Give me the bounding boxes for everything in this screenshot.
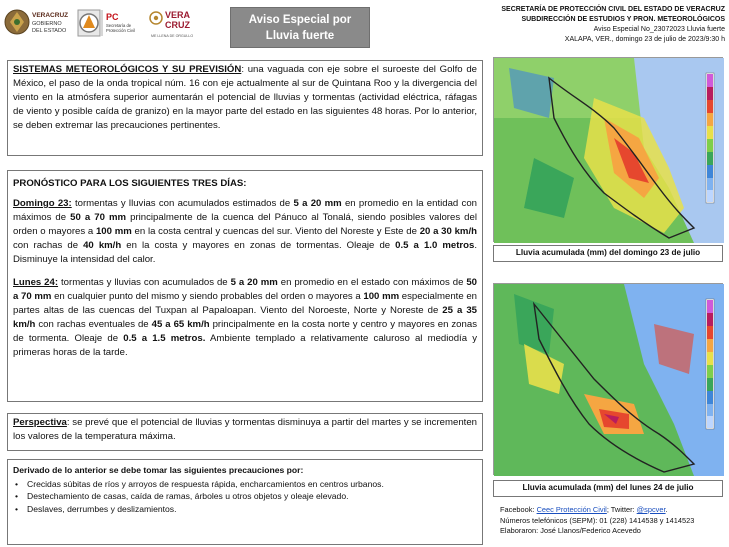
perspectiva-label: Perspectiva	[13, 417, 67, 428]
veracruz-logo-line3: DEL ESTADO	[32, 28, 67, 34]
sistemas-text: : una vaguada con eje sobre el suroeste del Golfo de México, el paso de la onda tropical núm. 16 con eje actualmente al sur de Quintana Roo y la divergencia del viento en la atmósfera superior aumentarán el potencial de lluvias y tormentas (actividad eléctrica, ráfagas de viento y posible caída de granizo) en la mayor parte del estado en las siguientes 48 horas. Por lo anterior, se deben extremar las precauciones pertinentes.	[13, 64, 477, 132]
brand-logo-tagline: ME LLENA DE ORGULLO	[151, 34, 194, 38]
domingo-value-5: 40 km/h	[83, 240, 122, 252]
phone-line: Números telefónicos (SEPM): 01 (228) 1414538 y 1414523	[500, 515, 695, 525]
lunes-text-5: con rachas eventuales de	[35, 318, 152, 330]
proteccion-civil-logo	[76, 6, 140, 40]
lunes-value-5: 45 a 65 km/h	[151, 318, 210, 330]
rain-map-monday-image	[494, 284, 724, 476]
contact-info	[500, 505, 726, 537]
precaucion-item: • Destechamiento de casas, caída de ramas, árboles u otros objetos y oleaje elevado.	[13, 490, 477, 503]
domingo-label: Domingo 23:	[13, 198, 72, 210]
rain-map-sunday-caption: Lluvia acumulada (mm) del domingo 23 de julio	[493, 245, 723, 262]
header-line4: XALAPA, VER., domingo 23 de julio de 2023/9:30 h	[564, 36, 725, 43]
precauciones-heading: Derivado de lo anterior se debe tomar las siguientes precauciones por:	[13, 465, 304, 475]
rain-map-sunday	[493, 57, 723, 242]
rain-map-monday-caption: Lluvia acumulada (mm) del lunes 24 de julio	[493, 480, 723, 497]
pc-logo-line1: Secretaría de	[106, 23, 132, 28]
header-line3: Aviso Especial No_23072023 Lluvia fuerte	[593, 26, 725, 33]
brand-logo-line1: VERA	[165, 10, 191, 20]
header-line1: SECRETARÍA DE PROTECCIÓN CIVIL DEL ESTADO DE VERACRUZ	[501, 6, 725, 13]
authors-line: Elaboraron: José Llanos/Federico Acevedo	[500, 526, 641, 535]
social-line	[500, 505, 726, 516]
lunes-value-4: 25 a 35 km/h	[13, 304, 477, 330]
pc-logo-line2: Protección Civil	[106, 28, 135, 33]
veracruz-logo-line2: GOBIERNO	[32, 21, 62, 27]
facebook-prefix: Facebook:	[500, 505, 537, 514]
lunes-value-6: 0.5 a 1.5 metros.	[123, 332, 206, 344]
alert-title-line2: Lluvia fuerte	[265, 30, 335, 42]
domingo-value-3: 100 mm	[95, 226, 132, 238]
header-info	[440, 5, 725, 45]
lunes-text-1: tormentas y lluvias con acumulados de	[58, 276, 231, 288]
perspectiva-section	[7, 413, 483, 451]
twitter-suffix: .	[665, 505, 668, 514]
lunes-value-3: 100 mm	[363, 290, 400, 302]
domingo-text-4: en la costa central y cuencas del sur. Viento del Noreste y Este de	[131, 226, 420, 238]
domingo-text-6: en la costa y mayores en zonas de tormentas. Oleaje de	[121, 240, 396, 252]
precaucion-item: • Deslaves, derrumbes y deslizamientos.	[13, 503, 477, 516]
pronostico-domingo	[13, 197, 477, 267]
lunes-text-6: principalmente en la costa norte y centro y mayores en zonas de tormenta. Oleaje de	[13, 318, 477, 344]
domingo-text-2: en promedio en la entidad con máximos de	[13, 198, 477, 224]
pronostico-section	[7, 170, 483, 402]
header-line2: SUBDIRECCIÓN DE ESTUDIOS Y PRON. METEOROLÓGICOS	[521, 16, 725, 23]
domingo-text-5: con rachas de	[13, 240, 84, 252]
sistemas-section	[7, 60, 483, 156]
precauciones-list	[13, 478, 477, 516]
pronostico-heading: PRONÓSTICO PARA LOS SIGUIENTES TRES DÍAS:	[13, 178, 247, 189]
rain-map-sunday-image	[494, 58, 724, 243]
twitter-prefix: ; Twitter:	[606, 505, 637, 514]
domingo-text-1: tormentas y lluvias con acumulados estimados de	[71, 198, 294, 210]
domingo-value-2: 50 a 70 mm	[70, 212, 127, 224]
lunes-text-7: Ambiente templado a relativamente caluroso al mediodía y primeras horas de la tarde.	[13, 332, 478, 359]
domingo-value-6: 0.5 a 1.0 metros	[395, 240, 475, 252]
lunes-text-2: en promedio en el estado con máximos de	[277, 276, 467, 288]
pronostico-lunes	[13, 276, 477, 361]
perspectiva-text: : se prevé que el potencial de lluvias y tormentas disminuya a partir del martes y se incrementen los valores de la temperatura máxima.	[13, 417, 477, 443]
domingo-value-4: 20 a 30 km/h	[419, 226, 477, 238]
brand-logo-line2: CRUZ	[165, 20, 190, 30]
precauciones-section	[7, 459, 483, 545]
domingo-text-3: principalmente de la cuenca del Pánuco al Tonalá, siendo posibles valores del orden o mayores a	[13, 212, 477, 238]
lunes-text-3: en cualquier punto del mismo y siendo probables del orden o mayores a	[51, 290, 364, 302]
lunes-value-2: 50 a 70 mm	[13, 276, 478, 302]
precaucion-item: • Crecidas súbitas de ríos y arroyos de respuesta rápida, encharcamientos en centros urbanos.	[13, 478, 477, 491]
domingo-text-7: . Disminuye la intensidad del calor.	[13, 240, 477, 266]
twitter-link[interactable]: @spcver	[636, 505, 666, 514]
veracruz-brand-logo	[148, 6, 200, 40]
alert-title-line1: Aviso Especial por	[248, 14, 352, 26]
veracruz-gobierno-logo	[4, 6, 69, 40]
logos	[4, 6, 200, 40]
pc-logo-mark: PC	[106, 12, 119, 22]
rain-map-monday	[493, 283, 723, 475]
alert-title-box	[230, 7, 370, 48]
facebook-link[interactable]: Ceec Protección Civil	[536, 505, 607, 514]
veracruz-logo-line1: VERACRUZ	[32, 12, 69, 19]
lunes-label: Lunes 24:	[13, 276, 59, 288]
domingo-value-1: 5 a 20 mm	[293, 198, 342, 210]
sistemas-heading: SISTEMAS METEOROLÓGICOS Y SU PREVISIÓN	[13, 64, 242, 75]
lunes-text-4: especialmente en partes altas de las cuencas del Tuxpan al Papaloapan. Viento del Noroeste, Norte y Noreste de	[13, 290, 477, 316]
lunes-value-1: 5 a 20 mm	[230, 276, 278, 288]
